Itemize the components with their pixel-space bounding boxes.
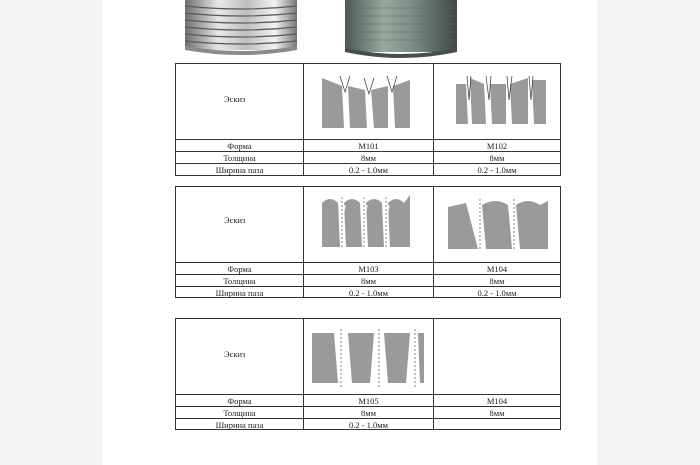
table-cell: М104	[486, 396, 508, 406]
profile-sketch-m104	[448, 197, 548, 253]
profile-sketch-m101	[322, 72, 410, 132]
table-cell: М104	[486, 264, 508, 274]
table-cell: 8мм	[360, 276, 376, 286]
table-cell: М101	[358, 141, 379, 151]
profile-table-3	[175, 318, 561, 430]
right-margin	[597, 0, 700, 465]
profile-sketch-m102	[456, 74, 546, 134]
table-row	[176, 406, 560, 418]
profile-table-2	[175, 186, 561, 298]
table-row	[176, 151, 560, 163]
table-cell: 8мм	[360, 408, 376, 418]
table-row	[176, 286, 560, 297]
table-cell: Ширина паза	[215, 420, 264, 430]
table-cell: 8мм	[489, 153, 505, 163]
table-cell: 0.2 - 1.0мм	[348, 165, 389, 175]
profile-sketch-m105	[312, 329, 424, 387]
left-margin	[0, 0, 103, 465]
table-cell: Форма	[227, 264, 252, 274]
table-row	[176, 418, 560, 429]
cylinder-screen-photo	[345, 0, 457, 58]
table-cell: 0.2 - 1.0мм	[477, 165, 517, 175]
profile-sketch-m103	[322, 195, 410, 253]
table-row	[176, 394, 560, 406]
table-cell: 0.2 - 1.0мм	[348, 288, 389, 298]
sketch-label: Эскиз	[224, 215, 246, 225]
table-cell: Ширина паза	[215, 165, 264, 175]
table-cell: 8мм	[489, 276, 505, 286]
profile-table-1	[175, 63, 561, 176]
table-cell: 0.2 - 1.0мм	[477, 288, 517, 298]
table-row	[176, 139, 560, 151]
table-cell: 8мм	[489, 408, 505, 418]
table-cell: 8мм	[360, 153, 376, 163]
table-cell: Толщина	[223, 408, 256, 418]
wire-screen-photo	[183, 0, 299, 58]
table-cell: Ширина паза	[215, 288, 264, 298]
table-cell: М105	[358, 396, 379, 406]
table-cell: Форма	[227, 396, 252, 406]
table-row	[176, 262, 560, 274]
sketch-label: Эскиз	[224, 349, 246, 359]
table-cell: Форма	[227, 141, 252, 151]
table-cell: М103	[358, 264, 379, 274]
table-row	[176, 274, 560, 286]
table-cell: М102	[486, 141, 508, 151]
table-cell: Толщина	[223, 276, 256, 286]
table-row	[176, 163, 560, 175]
sketch-label: Эскиз	[224, 94, 246, 104]
table-cell: 0.2 - 1.0мм	[348, 420, 389, 430]
table-cell: Толщина	[223, 153, 256, 163]
